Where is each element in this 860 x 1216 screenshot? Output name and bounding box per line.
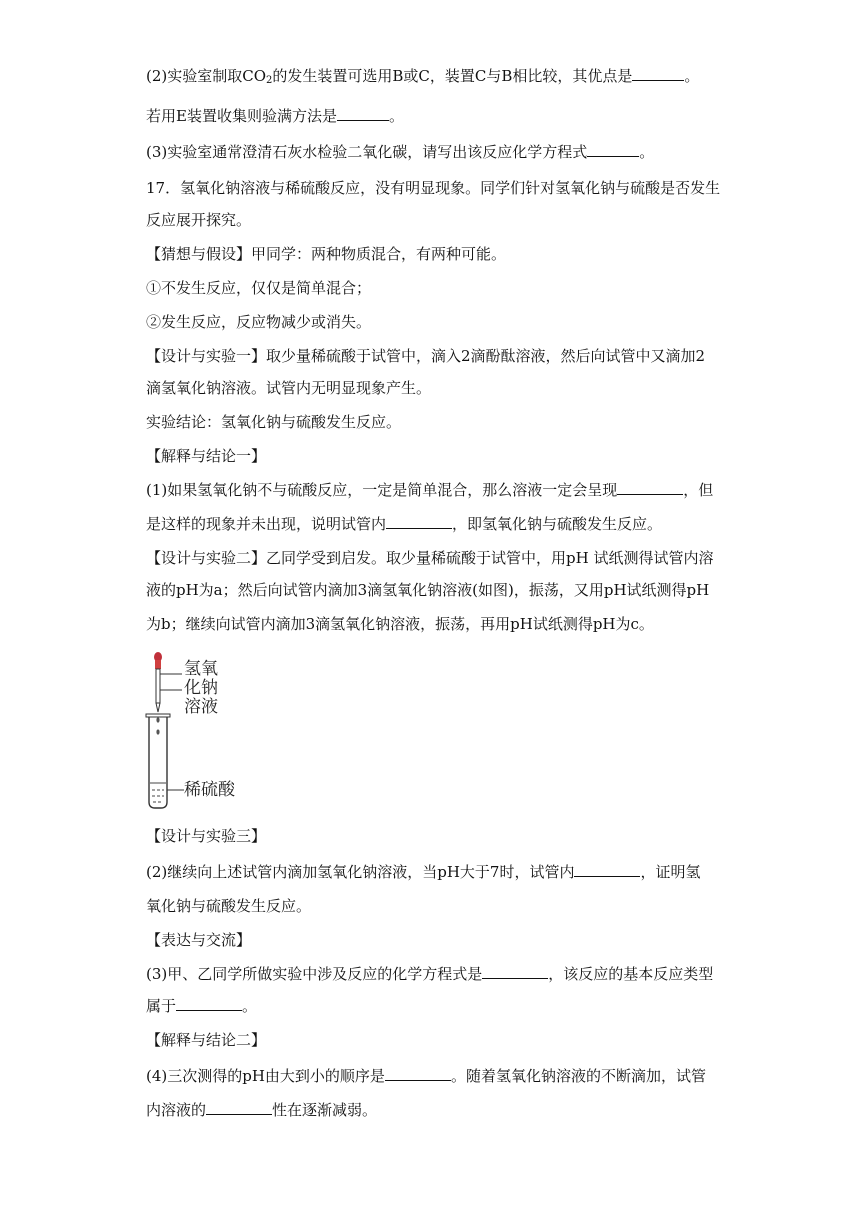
answer-blank[interactable] (574, 862, 640, 877)
test-tube-label: 稀硫酸 (184, 780, 235, 800)
hypothesis-2: ②发生反应，反应物减少或消失。 (146, 313, 372, 331)
question-17-2-line-1: (2)继续向上述试管内滴加氢氧化钠溶液，当pH大于7时，试管内 ，证明氢 (146, 863, 701, 881)
answer-blank[interactable] (482, 964, 548, 979)
expression-heading: 【表达与交流】 (146, 931, 252, 949)
hypothesis-heading: 【猜想与假设】甲同学：两种物质混合，有两种可能。 (146, 245, 507, 263)
answer-blank[interactable] (587, 142, 639, 157)
answer-blank[interactable] (632, 66, 684, 81)
question-17-1-line-2: 是这样的现象并未出现，说明试管内 ，即氢氧化钠与硫酸发生反应。 (146, 515, 663, 533)
answer-blank[interactable] (206, 1100, 272, 1115)
test-tube-rim (146, 714, 170, 717)
hypothesis-1: ①不发生反应，仅仅是简单混合； (146, 279, 372, 297)
experiment-1-conclusion: 实验结论：氢氧化钠与硫酸发生反应。 (146, 413, 402, 431)
explanation-1-heading: 【解释与结论一】 (146, 447, 267, 465)
question-17-4-line-1: (4)三次测得的pH由大到小的顺序是 。随着氢氧化钠溶液的不断滴加，试管 (146, 1067, 706, 1085)
answer-blank[interactable] (385, 1066, 451, 1081)
dropper-tube (156, 669, 160, 703)
experiment-1-line-2: 滴氢氧化钠溶液。试管内无明显现象产生。 (146, 379, 432, 397)
question-16-3: (3)实验室通常澄清石灰水检验二氧化碳，请写出该反应化学方程式 。 (146, 143, 655, 161)
answer-blank[interactable] (337, 106, 389, 121)
question-16-2-line-2: 若用E装置收集则验满方法是 。 (146, 107, 404, 125)
experiment-3-heading: 【设计与实验三】 (146, 827, 267, 845)
question-17-3-line-2: 属于 。 (146, 997, 258, 1015)
dropper-test-tube-figure (140, 646, 260, 814)
question-16-2-line-1: (2)实验室制取$CO_2$的发生装置可选用B或C，装置C与B相比较，其优点是 。 (146, 67, 700, 86)
experiment-2-line-3: 为b；继续向试管内滴加3滴氢氧化钠溶液，振荡，再用pH试纸测得pH为c。 (146, 615, 654, 633)
question-17-4-line-2: 内溶液的 性在逐渐减弱。 (146, 1101, 378, 1119)
experiment-1-line-1: 【设计与实验一】取少量稀硫酸于试管中，滴入2滴酚酞溶液，然后向试管中又滴加2 (146, 347, 706, 365)
question-17-1-line-1: (1)如果氢氧化钠不与硫酸反应，一定是简单混合，那么溶液一定会呈现 ，但 (146, 481, 714, 499)
experiment-2-line-1: 【设计与实验二】乙同学受到启发。取少量稀硫酸于试管中，用pH 试纸测得试管内溶 (146, 549, 714, 567)
question-17-stem-line-2: 反应展开探究。 (146, 211, 252, 229)
answer-blank[interactable] (176, 996, 242, 1011)
answer-blank[interactable] (617, 480, 683, 495)
question-17-3-line-1: (3)甲、乙同学所做实验中涉及反应的化学方程式是 ，该反应的基本反应类型 (146, 965, 714, 983)
dropper-bulb-neck (155, 660, 161, 669)
experiment-2-line-2: 液的pH为a；然后向试管内滴加3滴氢氧化钠溶液(如图)，振荡，又用pH试纸测得pH (146, 581, 710, 599)
explanation-2-heading: 【解释与结论二】 (146, 1031, 267, 1049)
question-17-2-line-2: 氧化钠与硫酸发生反应。 (146, 897, 312, 915)
droplet-icon (156, 729, 159, 734)
answer-blank[interactable] (386, 514, 452, 529)
dropper-label: 氢氧 化钠 溶液 (184, 659, 218, 717)
droplet-icon (156, 717, 159, 722)
question-17-stem-line-1: 17．氢氧化钠溶液与稀硫酸反应，没有明显现象。同学们针对氢氧化钠与硫酸是否发生 (146, 179, 721, 197)
